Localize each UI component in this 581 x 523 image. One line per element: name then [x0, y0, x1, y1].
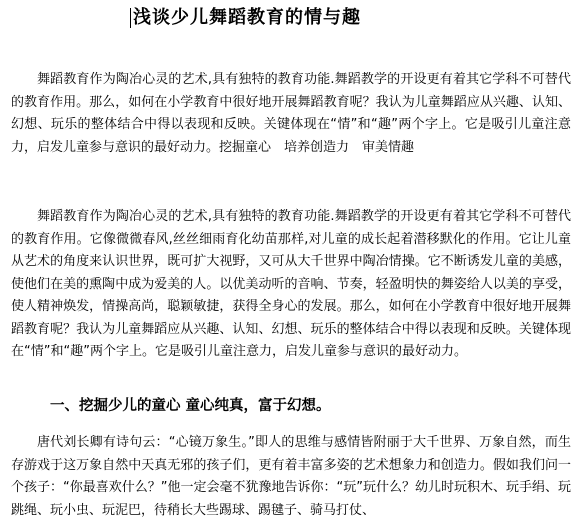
section-paragraph: 唐代刘长卿有诗句云：“心镜万象生。”即人的思维与感情皆附丽于大千世界、万象自然，而生存游戏于这万象自然中天真无邪的孩子们，更有着丰富多姿的艺术想象力和创造力。假如我们问一个孩子：“你最喜欢什么？”他一定会毫不犹豫地告诉你：“玩”玩什么？幼儿时玩积木、玩手绢、玩跳绳、玩小虫、玩泥巴，待稍长大些踢球、踢毽子、骑马打仗、	[11, 435, 571, 518]
document-title: 浅谈少儿舞蹈教育的情与趣	[133, 7, 361, 28]
intro-paragraph: 舞蹈教育作为陶冶心灵的艺术,具有独特的教育功能.舞蹈教学的开设更有着其它学科不可替代的教育作用。那么，如何在小学教育中很好地开展舞蹈教育呢？我认为儿童舞蹈应从兴趣、认知、幻想、玩乐的整体结合中得以表现和反映。关键体现在“情”和“趣”两个字上。它是吸引儿童注意力，启发儿童参与意识的最好动力。挖掘童心 培养创造力 审美情趣	[11, 72, 571, 155]
section-heading: 一、挖掘少儿的童心 童心纯真，富于幻想。	[50, 398, 331, 414]
text-cursor	[130, 8, 131, 28]
body-paragraph: 舞蹈教育作为陶冶心灵的艺术,具有独特的教育功能.舞蹈教学的开设更有着其它学科不可替代的教育作用。它像微微春风,丝丝细雨育化幼苗那样,对儿童的成长起着潜移默化的作用。它让儿童从艺术的角度来认识世界，既可扩大视野，又可从大千世界中陶冶情操。它不断诱发儿童的美感，使他们在美的熏陶中成为爱美的人。以优美动听的音响、节奏，轻盈明快的舞姿给人以美的享受，使人精神焕发，情操高尚，聪颖敏捷，获得全身心的发展。那么，如何在小学教育中很好地开展舞蹈教育呢？我认为儿童舞蹈应从兴趣、认知、幻想、玩乐的整体结合中得以表现和反映。关键体现在“情”和“趣”两个字上。它是吸引儿童注意力，启发儿童参与意识的最好动力。	[11, 209, 571, 359]
